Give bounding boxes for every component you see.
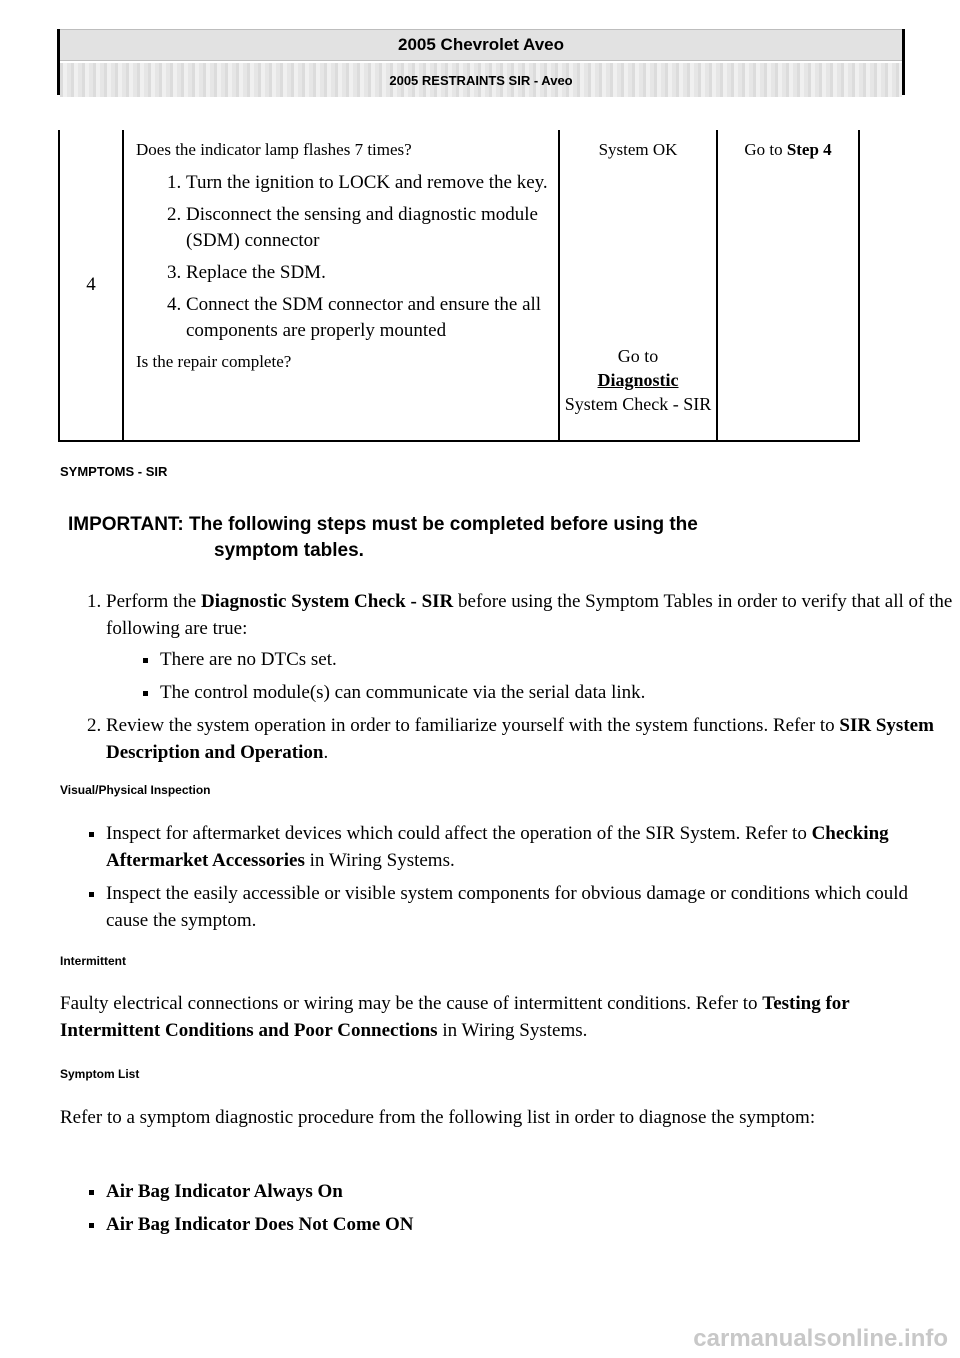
goto-prefix: Go to xyxy=(744,140,787,159)
diagnostic-check-link[interactable]: Diagnostic System Check - SIR xyxy=(200,591,454,612)
list-item: 4. Connect the SDM connector and ensure the all components are properly mounted xyxy=(186,292,548,344)
step1-text: Perform the xyxy=(106,591,201,612)
step1-text-end: before using the Symptom Tables in order to verify that all of the following are true: xyxy=(106,591,953,639)
repair-question: Is the repair complete? xyxy=(136,352,292,371)
list-item xyxy=(106,588,956,706)
header-title: 2005 Chevrolet Aveo xyxy=(60,29,902,61)
table-row xyxy=(59,130,859,441)
symptom-list-intro: Refer to a symptom diagnostic procedure from the following list in order to diagnose the symptom: xyxy=(60,1107,816,1128)
sir-description-link[interactable]: SIR System Description and Operation xyxy=(106,715,934,763)
intermittent-heading: Intermittent xyxy=(60,954,126,968)
symptom-link-does-not-come-on[interactable]: Air Bag Indicator Does Not Come ON xyxy=(106,1214,414,1235)
step-number: 4 xyxy=(59,130,123,441)
step2-text-end: . xyxy=(323,742,329,763)
watermark: carmanualsonline.info xyxy=(693,1325,948,1352)
step-question: Does the indicator lamp flashes 7 times? xyxy=(136,140,412,159)
symptoms-heading: SYMPTOMS - SIR xyxy=(60,464,168,479)
intermittent-text xyxy=(60,990,900,1044)
bullet-text-end: in Wiring Systems. xyxy=(304,850,455,871)
visual-inspection-heading: Visual/Physical Inspection xyxy=(60,783,211,797)
prerequisite-steps xyxy=(58,588,956,768)
list-item: ▪ There are no DTCs set. xyxy=(160,646,956,673)
list-item xyxy=(106,1211,946,1238)
diagnostic-link[interactable]: Diagnostic xyxy=(597,370,679,390)
action-list xyxy=(136,170,548,344)
step2-text: Review the system operation in order to familiarize yourself with the system functions. Refer to xyxy=(106,715,840,736)
symptom-list-heading: Symptom List xyxy=(60,1067,140,1081)
list-item: 1. Turn the ignition to LOCK and remove the key. xyxy=(186,170,548,196)
list-item: ▪ The control module(s) can communicate via the serial data link. xyxy=(160,679,956,706)
list-item xyxy=(106,712,956,766)
goto-diagnostic xyxy=(560,344,716,416)
step-action xyxy=(123,130,559,441)
diagnostic-step-table xyxy=(58,130,860,442)
system-ok: System OK xyxy=(598,140,678,159)
visual-inspection-list xyxy=(60,820,946,940)
goto-label: Go to xyxy=(617,346,659,366)
list-item xyxy=(106,1178,946,1205)
page-header xyxy=(57,29,905,95)
value-yes xyxy=(559,130,717,441)
aftermarket-link[interactable]: Checking Aftermarket Accessories xyxy=(106,823,889,871)
important-line2: symptom tables. xyxy=(214,540,364,561)
list-item: 3. Replace the SDM. xyxy=(186,260,548,286)
list-item: ▪ Inspect the easily accessible or visible system components for obvious damage or conditions which could cause the symptom. xyxy=(106,880,946,934)
intermittent-link[interactable]: Testing for Intermittent Conditions and Poor Connections xyxy=(60,993,850,1041)
step-link[interactable]: Step 4 xyxy=(786,140,832,159)
intermittent-body: Faulty electrical connections or wiring may be the cause of intermittent conditions. Refer to xyxy=(60,993,763,1014)
condition-list xyxy=(106,646,956,706)
value-no xyxy=(717,130,859,441)
important-line1: IMPORTANT: The following steps must be completed before using the xyxy=(68,514,698,535)
bullet-text: Inspect for aftermarket devices which could affect the operation of the SIR System. Refer to xyxy=(106,823,812,844)
list-item: 2. Disconnect the sensing and diagnostic module (SDM) connector xyxy=(186,202,548,254)
symptom-link-always-on[interactable]: Air Bag Indicator Always On xyxy=(106,1181,343,1202)
important-note xyxy=(68,512,848,564)
diagnostic-link-cont[interactable]: System Check - SIR xyxy=(564,394,712,414)
symptom-list xyxy=(60,1178,946,1244)
header-subtitle: 2005 RESTRAINTS SIR - Aveo xyxy=(60,63,902,97)
intermittent-body-end: in Wiring Systems. xyxy=(437,1020,588,1041)
list-item xyxy=(106,820,946,874)
